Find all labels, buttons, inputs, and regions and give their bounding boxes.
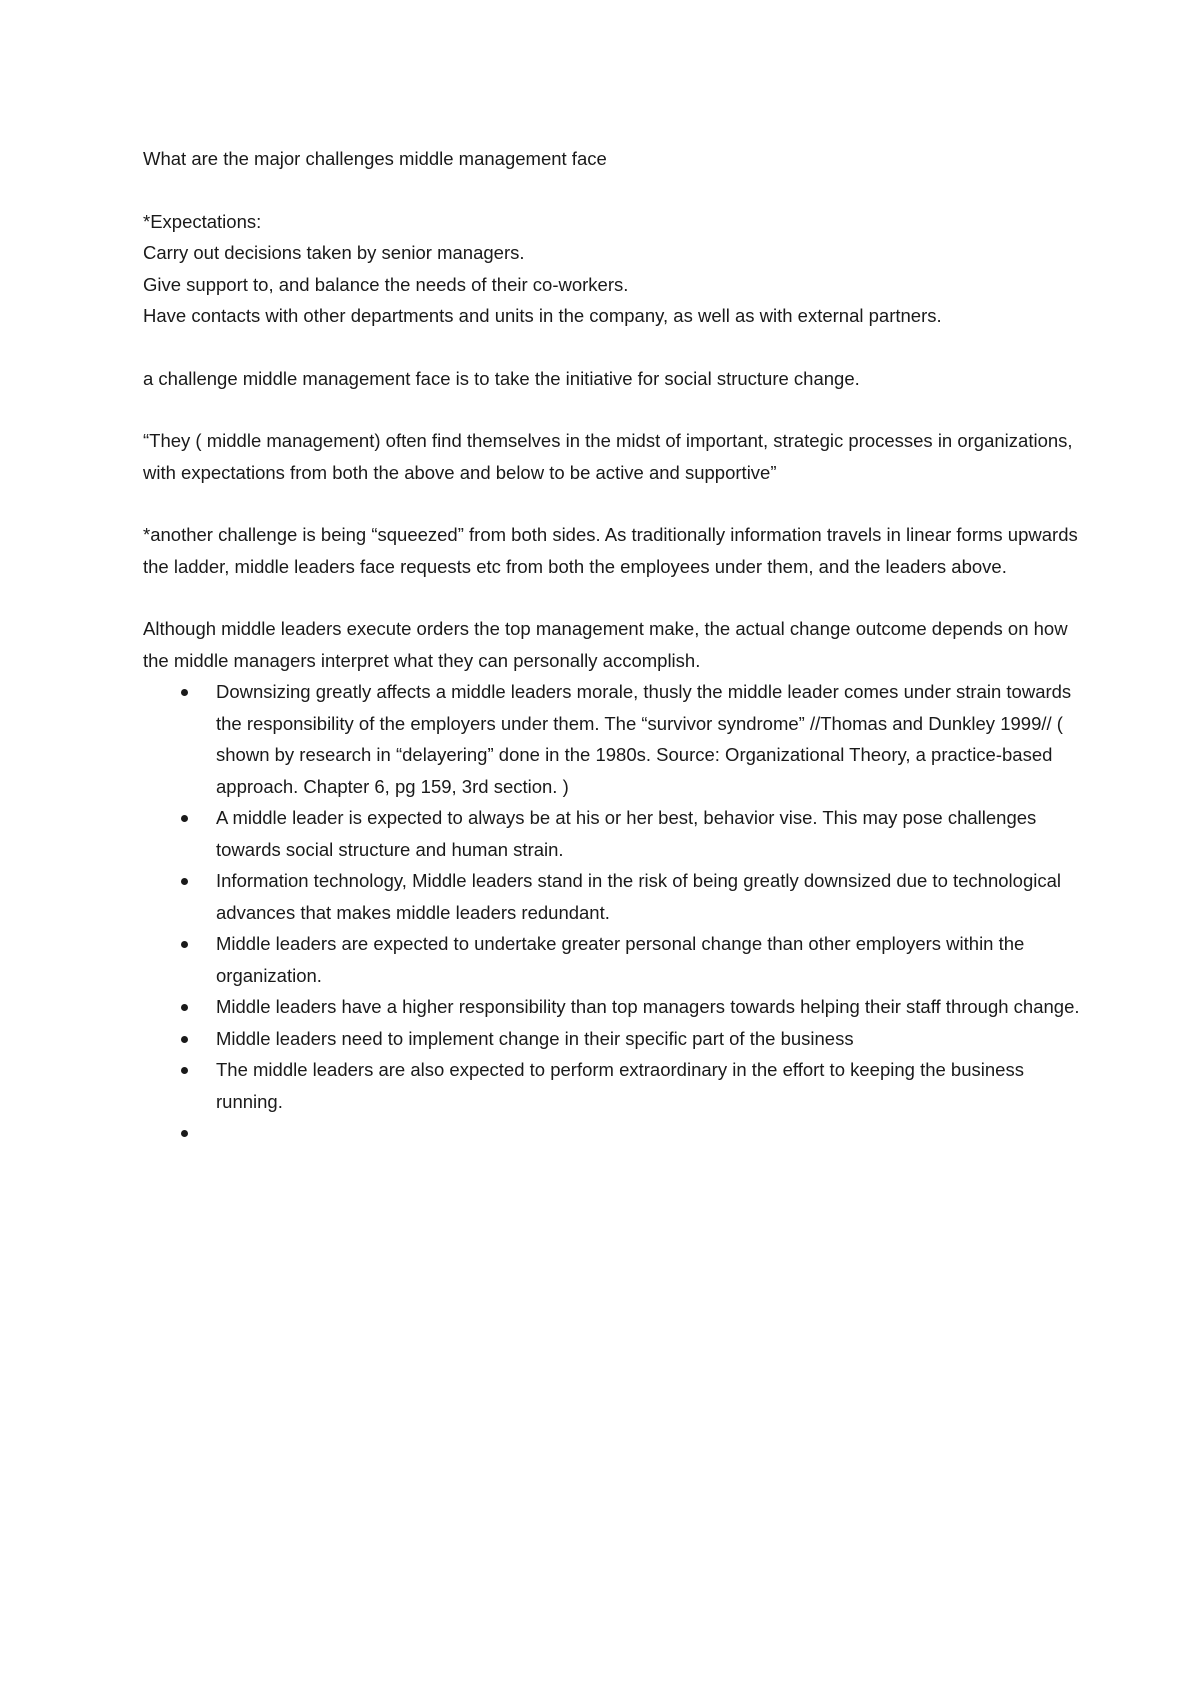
list-item xyxy=(143,676,1083,802)
bullet-icon xyxy=(181,1130,188,1137)
list-item xyxy=(143,991,1083,1023)
expectation-line: Have contacts with other departments and units in the company, as well as with external partners. xyxy=(143,305,942,326)
bullet-icon xyxy=(181,1067,188,1074)
bullet-icon xyxy=(181,878,188,885)
bullet-icon xyxy=(181,689,188,696)
expectation-line: Carry out decisions taken by senior managers. xyxy=(143,242,525,263)
challenges-bullet-list xyxy=(143,676,1083,1149)
list-item-text: Middle leaders are expected to undertake greater personal change than other employers within the organization. xyxy=(216,933,1025,986)
list-item xyxy=(143,1054,1083,1117)
list-item-text: Downsizing greatly affects a middle leaders morale, thusly the middle leader comes under strain towards the responsibility of the employers under them. The “survivor syndrome” //Thomas and Dunkley 1999// ( shown by research in “delayering” done in the 1980s. Source: Organizational Theory, a practice-based approach. Chapter 6, pg 159, 3rd section. ) xyxy=(216,681,1072,797)
list-item-text: Middle leaders need to implement change in their specific part of the business xyxy=(216,1027,854,1049)
list-item-text: Information technology, Middle leaders stand in the risk of being greatly downsized due to technological advances that makes middle leaders redundant. xyxy=(216,870,1061,923)
document-title: What are the major challenges middle management face xyxy=(143,148,607,169)
bullet-icon xyxy=(181,1004,188,1011)
initiative-paragraph: a challenge middle management face is to take the initiative for social structure change. xyxy=(143,367,860,389)
bullet-icon xyxy=(181,815,188,822)
list-item xyxy=(143,1023,1083,1055)
bullet-icon xyxy=(181,941,188,948)
list-item-text xyxy=(216,1117,1083,1149)
document-body xyxy=(143,143,1083,1149)
list-item xyxy=(143,928,1083,991)
list-item-empty xyxy=(143,1117,1083,1149)
expectation-line: Give support to, and balance the needs of their co-workers. xyxy=(143,273,629,295)
bullet-icon xyxy=(181,1036,188,1043)
expectations-heading: *Expectations: xyxy=(143,210,262,232)
list-item-text: A middle leader is expected to always be at his or her best, behavior vise. This may pose challenges towards social structure and human strain. xyxy=(216,807,1037,860)
although-paragraph: Although middle leaders execute orders the top management make, the actual change outcome depends on how the middle managers interpret what they can personally accomplish. xyxy=(143,618,1068,671)
squeezed-paragraph: *another challenge is being “squeezed” from both sides. As traditionally information travels in linear forms upwards the ladder, middle leaders face requests etc from both the employees under them, and the leaders above. xyxy=(143,524,1078,577)
list-item-text: Middle leaders have a higher responsibility than top managers towards helping their staff through change. xyxy=(216,996,1080,1017)
list-item-text: The middle leaders are also expected to perform extraordinary in the effort to keeping the business running. xyxy=(216,1059,1024,1112)
quote-paragraph: “They ( middle management) often find themselves in the midst of important, strategic processes in organizations, with expectations from both the above and below to be active and supportive” xyxy=(143,430,1073,483)
list-item xyxy=(143,865,1083,928)
list-item xyxy=(143,802,1083,865)
